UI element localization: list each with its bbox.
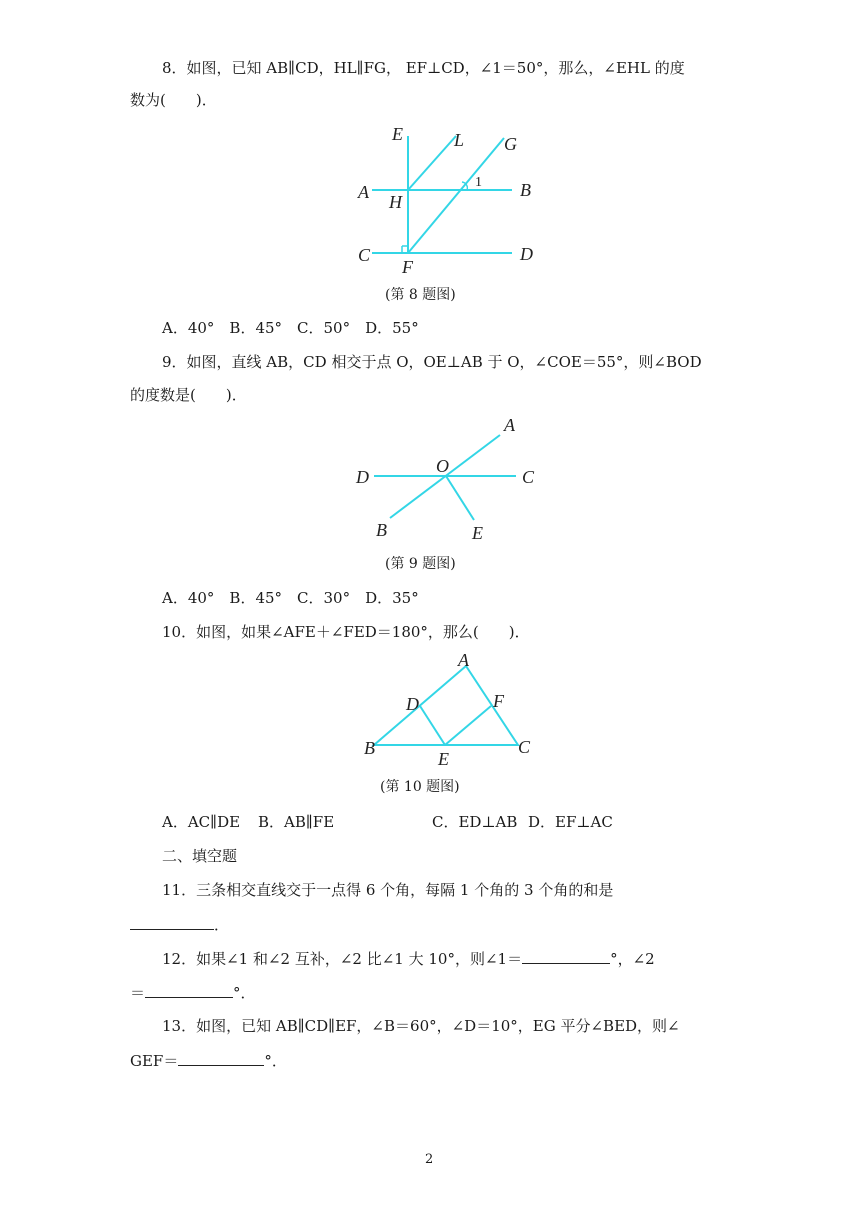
q8-label-e: E: [392, 124, 403, 144]
q8-label-f: F: [402, 257, 413, 277]
q12-line1-start: 12．如果∠1 和∠2 互补，∠2 比∠1 大 10°，则∠1＝: [162, 950, 523, 968]
q10-option-a: A．AC∥DE: [162, 813, 241, 831]
q9-options: A．40° B．45° C．30° D．35°: [162, 589, 419, 607]
q9-figure: [350, 410, 550, 550]
q8-label-d: D: [520, 244, 533, 264]
q9-text-line1: 9．如图，直线 AB，CD 相交于点 O，OE⊥AB 于 O，∠COE＝55°，则∠BOD: [162, 353, 702, 371]
q9-label-a: A: [504, 415, 515, 435]
q10-caption: (第 10 题图): [380, 779, 460, 795]
q13-answer-blank[interactable]: [178, 1050, 264, 1066]
q13-text-line1: 13．如图，已知 AB∥CD∥EF，∠B＝60°，∠D＝10°，EG 平分∠BED，则∠: [162, 1017, 680, 1035]
q10-label-a: A: [458, 650, 469, 670]
q8-figure: [340, 118, 550, 278]
page-number: 2: [425, 1152, 434, 1167]
q8-label-l: L: [454, 130, 465, 150]
q9-label-o: O: [436, 456, 449, 476]
q8-text-line2: 数为( )．: [130, 91, 217, 109]
q8-label-b: B: [520, 180, 531, 200]
q8-label-a: A: [358, 182, 369, 202]
q10-label-f: F: [493, 691, 504, 711]
q12-line2-end: °．: [233, 984, 256, 1002]
q12-line1-end: °，∠2: [610, 950, 655, 968]
q10-option-c: C．ED⊥AB: [432, 813, 518, 831]
q13-line2-start: GEF＝: [130, 1052, 179, 1070]
q8-caption: (第 8 题图): [385, 287, 456, 303]
q11-line2-end: ．: [214, 916, 230, 934]
q10-label-b: B: [364, 738, 375, 758]
q12-answer-blank-2[interactable]: [145, 982, 233, 998]
q13-line2-end: °．: [264, 1052, 287, 1070]
q9-label-c: C: [522, 467, 535, 487]
q12-text-line1: [162, 948, 655, 969]
q10-label-e: E: [438, 749, 449, 769]
q10-text-line1: 10．如图，如果∠AFE＋∠FED＝180°，那么( )．: [162, 623, 530, 641]
q10-label-d: D: [406, 694, 419, 714]
q8-options: A．40° B．45° C．50° D．55°: [162, 319, 419, 337]
q8-label-g: G: [504, 134, 517, 154]
q9-caption: (第 9 题图): [385, 556, 456, 572]
q10-label-c: C: [518, 737, 531, 757]
q9-label-d: D: [356, 467, 369, 487]
q10-option-d: D．EF⊥AC: [528, 813, 613, 831]
q12-answer-blank-1[interactable]: [522, 948, 610, 964]
q13-text-line2: [130, 1050, 287, 1071]
q11-answer-blank[interactable]: [130, 914, 214, 930]
q12-text-line2: [130, 982, 256, 1003]
q9-label-e: E: [472, 523, 483, 543]
q8-label-h: H: [389, 192, 402, 212]
q10-option-b: B．AB∥FE: [258, 813, 335, 831]
q9-text-line2: 的度数是( )．: [130, 386, 247, 404]
q12-line2-start: ＝: [130, 984, 146, 1002]
q10-line-ef: [445, 706, 491, 745]
section-heading: 二、填空题: [162, 847, 238, 865]
q9-label-b: B: [376, 520, 387, 540]
q8-text-line1: 8．如图，已知 AB∥CD，HL∥FG， EF⊥CD，∠1＝50°，那么，∠EHL 的度: [162, 59, 685, 77]
q8-line-fg: [408, 138, 504, 253]
q10-figure: [358, 650, 538, 770]
q11-text-line2: [130, 914, 229, 935]
q8-line-hl: [408, 136, 456, 190]
q11-text-line1: 11．三条相交直线交于一点得 6 个角，每隔 1 个角的 3 个角的和是: [162, 881, 614, 899]
q8-label-c: C: [358, 245, 371, 265]
q8-label-1: 1: [475, 175, 482, 190]
q10-line-de: [420, 706, 445, 745]
q9-line-oe: [446, 476, 474, 520]
